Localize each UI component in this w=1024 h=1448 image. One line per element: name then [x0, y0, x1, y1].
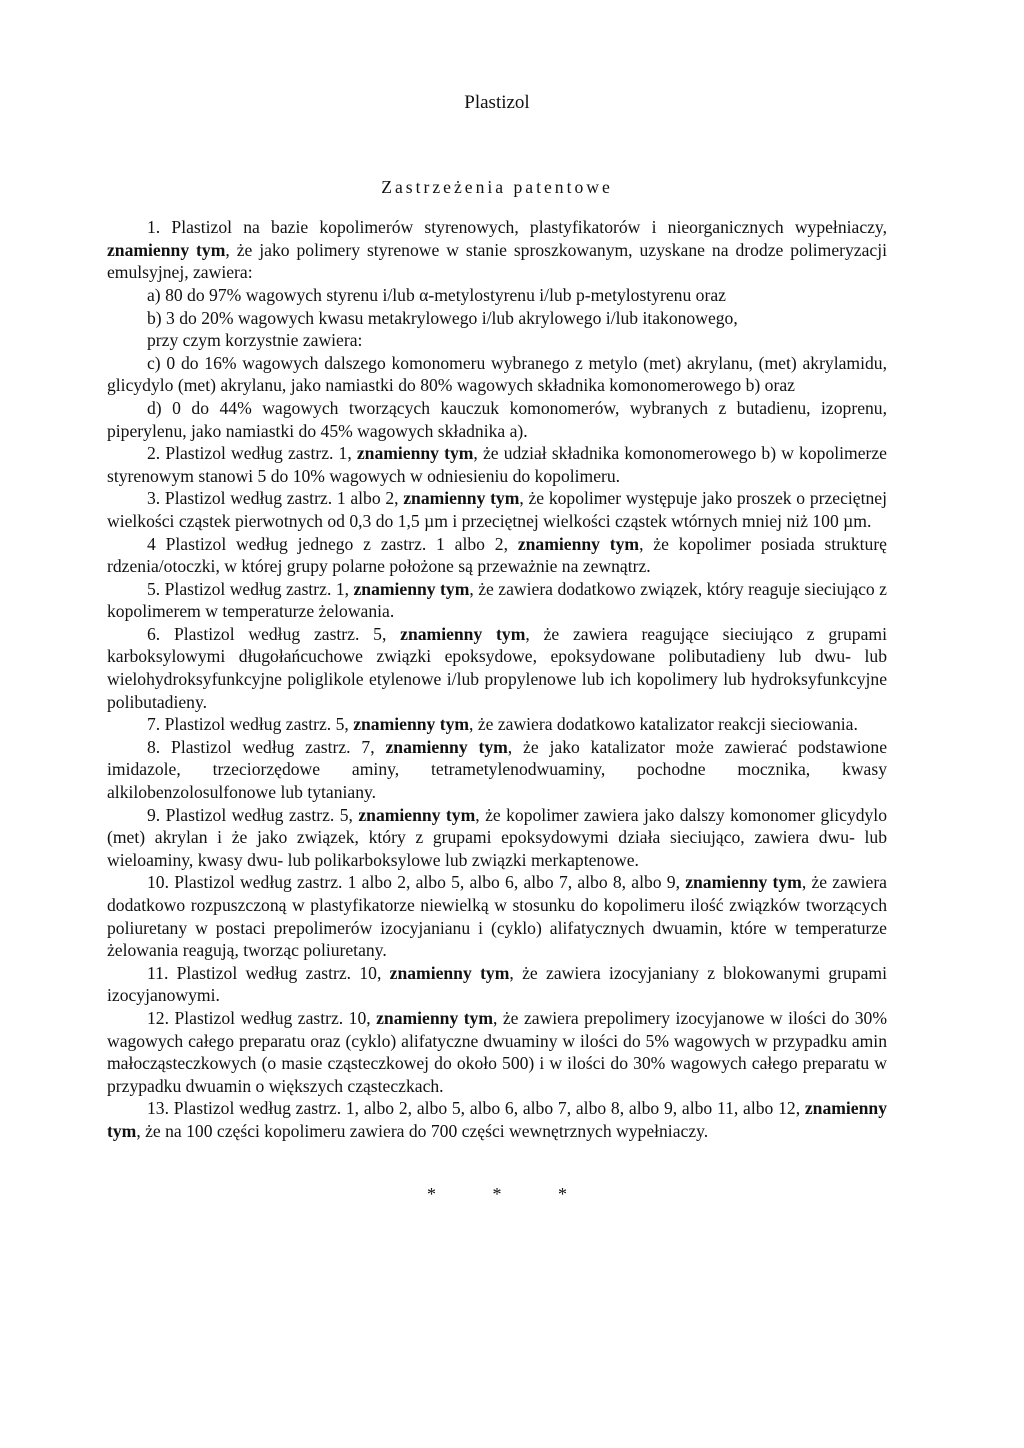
claim-6: [107, 623, 887, 713]
claim-text: 4 Plastizol według jednego z zastrz. 1 albo 2,: [147, 533, 518, 554]
claim-text: , że zawiera dodatkowo związek, który reaguje sieciująco z kopolimerem w temperaturze żelowania.: [107, 578, 887, 622]
claim-text: , że kopolimer posiada strukturę rdzenia/otoczki, w której grupy polarne położone są przeważnie na zewnątrz.: [107, 533, 887, 577]
claim-text: , że jako katalizator może zawierać podstawione imidazole, trzeciorzędowe aminy, tetrametylenodwuaminy, pochodne mocznika, kwasy alkilobenzolosulfonowe lub tytaniany.: [107, 736, 887, 803]
claim-keyword: znamienny tym: [353, 714, 470, 735]
claim-keyword: znamienny tym: [517, 533, 640, 554]
claim-keyword: znamienny tym: [389, 962, 510, 983]
claim-text: , że zawiera prepolimery izocyjanowe w ilości do 30% wagowych całego preparatu oraz (cyklo) alifatyczne dwuaminy w ilości do 5% wagowych w przypadku amin małocząsteczkowych (o masie cząsteczkowej do około 500) i w ilości do 30% wagowych całego preparatu w przypadku dwuamin o większych cząsteczkach.: [107, 1007, 887, 1096]
claim-12: [107, 1007, 887, 1097]
claim-text: 6. Plastizol według zastrz. 5,: [147, 623, 401, 644]
claim-keyword: znamienny tym: [107, 239, 226, 260]
claim-1: [107, 216, 887, 284]
claim-keyword: znamienny tym: [107, 1098, 887, 1141]
claim-text: 1. Plastizol na bazie kopolimerów styrenowych, plastyfikatorów i nieorganicznych wypełniaczy,: [147, 217, 887, 238]
claim-1-item-d: d) 0 do 44% wagowych tworzących kauczuk komonomerów, wybranych z butadienu, izoprenu, piperylenu, jako namiastki do 45% wagowych składnika a).: [107, 397, 887, 441]
claim-1-item-c: c) 0 do 16% wagowych dalszego komonomeru wybranego z metylo (met) akrylanu, (met) akrylamidu, glicydylo (met) akrylanu, jako namiastki do 80% wagowych składnika komonomerowego b) oraz: [107, 352, 887, 396]
claim-keyword: znamienny tym: [356, 443, 474, 464]
claim-1-note: przy czym korzystnie zawiera:: [147, 330, 363, 351]
end-of-document-mark: * * *: [427, 1183, 593, 1204]
claim-9: [107, 804, 887, 872]
claim-13: [107, 1097, 887, 1142]
claim-5: [107, 578, 887, 623]
claim-text: , że zawiera dodatkowo rozpuszczoną w plastyfikatorze niewielką w stosunku do kopolimeru ilość związków tworzących poliuretany w postaci prepolimerów izocyjanianu i (cyklo) alifatycznych dwuamin, które w temperaturze żelowania reagują, tworząc poliuretany.: [107, 872, 887, 961]
claim-text: , że jako polimery styrenowe w stanie sproszkowanym, uzyskane na drodze polimeryzacji emulsyjnej, zawiera:: [107, 239, 887, 283]
claim-text: 12. Plastizol według zastrz. 10,: [147, 1007, 377, 1028]
claim-keyword: znamienny tym: [358, 804, 476, 825]
claim-text: , że zawiera reagujące sieciująco z grupami karboksylowymi długołańcuchowe związki epoksydowe, epoksydowane polibutadieny lub dwu- lub wielohydroksyfunkcyjne poliglikole etylenowe i/lub propylenowe lub ich kopolimery lub hydroksyfunkcyjne polibutadieny.: [107, 623, 887, 712]
claim-8: [107, 736, 887, 804]
claim-4: [107, 533, 887, 578]
claim-keyword: znamienny tym: [400, 623, 526, 644]
claim-10: [107, 871, 887, 961]
claim-2: [107, 442, 887, 487]
claim-keyword: znamienny tym: [385, 736, 508, 757]
claim-text: 8. Plastizol według zastrz. 7,: [147, 736, 386, 757]
claim-text: 2. Plastizol według zastrz. 1,: [147, 443, 357, 464]
claim-text: , że udział składnika komonomerowego b) w kopolimerze styrenowym stanowi 5 do 10% wagowych w odniesieniu do kopolimeru.: [107, 443, 887, 486]
claim-text: 3. Plastizol według zastrz. 1 albo 2,: [147, 488, 404, 509]
claim-keyword: znamienny tym: [353, 578, 470, 599]
claim-keyword: znamienny tym: [403, 488, 520, 509]
claim-keyword: znamienny tym: [685, 872, 802, 893]
claim-keyword: znamienny tym: [376, 1007, 494, 1028]
claim-text: , że zawiera dodatkowo katalizator reakcji sieciowania.: [469, 714, 858, 735]
claim-text: , że kopolimer występuje jako proszek o przeciętnej wielkości cząstek pierwotnych od 0,3 do 1,5 µm i przeciętnej wielkości cząstek wtórnych mniej niż 100 µm.: [107, 488, 887, 531]
claims-heading: Zastrzeżenia patentowe: [381, 176, 613, 197]
claim-text: 11. Plastizol według zastrz. 10,: [147, 962, 390, 983]
document-title: Plastizol: [464, 92, 530, 113]
claim-text: 10. Plastizol według zastrz. 1 albo 2, albo 5, albo 6, albo 7, albo 8, albo 9,: [147, 872, 686, 893]
claim-text: , że na 100 części kopolimeru zawiera do 700 części wewnętrznych wypełniaczy.: [136, 1120, 709, 1141]
document-page: [107, 92, 887, 1205]
claim-3: [107, 487, 887, 532]
claim-7: [107, 713, 887, 736]
claim-text: , że kopolimer zawiera jako dalszy komonomer glicydylo (met) akrylan i że jako związek, który z grupami epoksydowymi działa sieciująco, zawiera dwu- lub wieloaminy, kwasy dwu- lub polikarboksylowe lub związki merkaptenowe.: [107, 804, 887, 870]
claim-1-item-b: b) 3 do 20% wagowych kwasu metakrylowego i/lub akrylowego i/lub itakonowego,: [147, 307, 738, 328]
claim-1-item-a: a) 80 do 97% wagowych styrenu i/lub α-metylostyrenu i/lub p-metylostyrenu oraz: [147, 284, 726, 305]
claim-11: [107, 962, 887, 1007]
claim-text: , że zawiera izocyjaniany z blokowanymi grupami izocyjanowymi.: [107, 962, 887, 1006]
claim-text: 7. Plastizol według zastrz. 5,: [147, 714, 354, 735]
claim-text: 9. Plastizol według zastrz. 5,: [147, 804, 359, 825]
claim-text: 13. Plastizol według zastrz. 1, albo 2, albo 5, albo 6, albo 7, albo 8, albo 9, albo 11, albo 12,: [147, 1098, 805, 1119]
claim-text: 5. Plastizol według zastrz. 1,: [147, 578, 354, 599]
